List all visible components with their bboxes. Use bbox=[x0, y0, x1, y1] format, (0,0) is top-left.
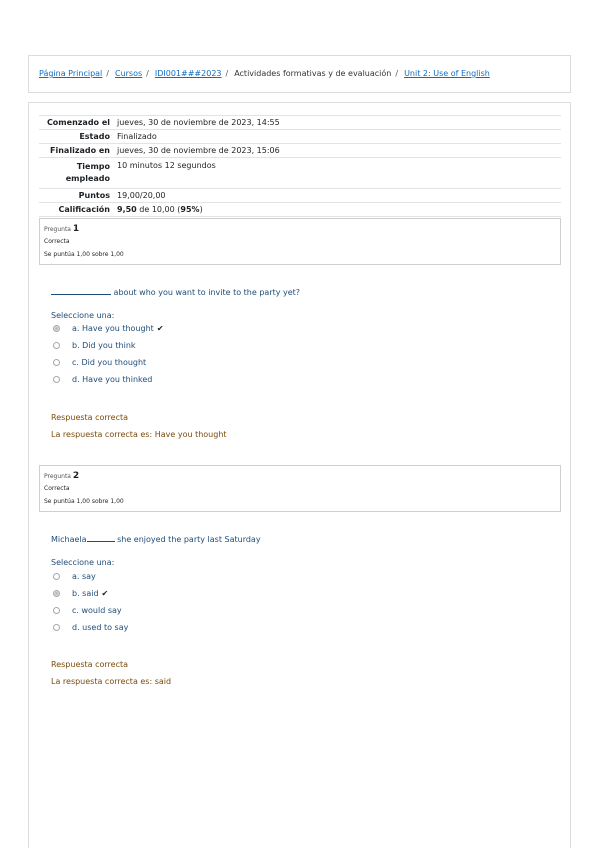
feedback-title: Respuesta correcta bbox=[51, 660, 129, 669]
breadcrumb-card bbox=[28, 55, 571, 93]
answer-blank bbox=[51, 287, 111, 295]
question-text bbox=[51, 534, 261, 544]
question-text-after: about who you want to invite to the party yet? bbox=[113, 288, 301, 297]
summary-label: Finalizado en bbox=[39, 144, 117, 158]
breadcrumb-separator: / bbox=[395, 69, 399, 78]
breadcrumb-separator: / bbox=[225, 69, 229, 78]
radio-icon[interactable] bbox=[53, 359, 60, 366]
answer-option[interactable] bbox=[53, 341, 136, 350]
question-info-box bbox=[39, 465, 561, 512]
grade-end: ) bbox=[199, 205, 203, 214]
grade-mid: de 10,00 ( bbox=[136, 205, 181, 214]
radio-icon[interactable] bbox=[53, 573, 60, 580]
quiz-review-card bbox=[28, 102, 571, 848]
attempt-summary-table bbox=[39, 115, 561, 217]
check-icon: ✔ bbox=[156, 324, 164, 333]
answer-option[interactable] bbox=[53, 572, 96, 581]
option-label: b. said bbox=[72, 589, 99, 598]
option-label: d. used to say bbox=[72, 623, 129, 632]
summary-row bbox=[39, 158, 561, 189]
summary-label: Calificación bbox=[39, 203, 117, 217]
radio-icon[interactable] bbox=[53, 624, 60, 631]
breadcrumb-home-link[interactable]: Página Principal bbox=[39, 69, 103, 78]
grade-score: 9,50 bbox=[117, 205, 137, 214]
summary-value: jueves, 30 de noviembre de 2023, 15:06 bbox=[117, 144, 561, 158]
summary-row bbox=[39, 189, 561, 203]
radio-icon[interactable] bbox=[53, 607, 60, 614]
option-label: b. Did you think bbox=[72, 341, 136, 350]
summary-value: Finalizado bbox=[117, 130, 561, 144]
option-label: a. say bbox=[72, 572, 96, 581]
radio-icon[interactable] bbox=[53, 590, 60, 597]
summary-row bbox=[39, 116, 561, 130]
answer-option[interactable] bbox=[53, 623, 128, 632]
radio-icon[interactable] bbox=[53, 325, 60, 332]
breadcrumb-courses-link[interactable]: Cursos bbox=[114, 69, 143, 78]
breadcrumb-separator: / bbox=[146, 69, 149, 78]
summary-label: Tiempo empleado bbox=[39, 158, 117, 189]
feedback-answer: La respuesta correcta es: Have you thought bbox=[51, 430, 227, 439]
question-grade: Se puntúa 1,00 sobre 1,00 bbox=[44, 251, 124, 258]
select-prompt: Seleccione una: bbox=[51, 311, 115, 320]
option-label: a. Have you thought bbox=[72, 324, 154, 333]
summary-value: jueves, 30 de noviembre de 2023, 14:55 bbox=[117, 116, 561, 130]
grade-percent: 95% bbox=[180, 205, 200, 214]
answer-blank bbox=[87, 534, 115, 542]
summary-row bbox=[39, 130, 561, 144]
select-prompt: Seleccione una: bbox=[51, 558, 115, 567]
answer-option[interactable] bbox=[53, 606, 122, 615]
feedback-title: Respuesta correcta bbox=[51, 413, 129, 422]
summary-value: 19,00/20,00 bbox=[117, 189, 561, 203]
question-number-value: 1 bbox=[72, 224, 80, 234]
question-info-box bbox=[39, 218, 561, 265]
feedback-answer: La respuesta correcta es: said bbox=[51, 677, 172, 686]
breadcrumb-course-link[interactable]: IDI001###2023 bbox=[154, 69, 222, 78]
summary-label: Estado bbox=[39, 130, 117, 144]
question-number bbox=[44, 224, 556, 234]
question-state: Correcta bbox=[44, 485, 70, 492]
summary-row bbox=[39, 144, 561, 158]
answer-option[interactable] bbox=[53, 324, 164, 333]
summary-label: Puntos bbox=[39, 189, 117, 203]
summary-value: 10 minutos 12 segundos bbox=[117, 158, 561, 189]
breadcrumb-quiz-link[interactable]: Unit 2: Use of English bbox=[404, 69, 490, 78]
option-label: c. Did you thought bbox=[72, 358, 147, 367]
question-label: Pregunta bbox=[44, 226, 71, 233]
radio-icon[interactable] bbox=[53, 342, 60, 349]
question-number bbox=[44, 471, 556, 481]
answer-option[interactable] bbox=[53, 375, 152, 384]
answer-option[interactable] bbox=[53, 589, 108, 598]
question-text-after: she enjoyed the party last Saturday bbox=[117, 535, 261, 544]
breadcrumb bbox=[39, 69, 490, 78]
summary-row bbox=[39, 203, 561, 217]
question-text bbox=[51, 287, 300, 297]
question-state: Correcta bbox=[44, 238, 70, 245]
question-number-value: 2 bbox=[72, 471, 80, 481]
summary-grade-value bbox=[117, 203, 561, 217]
question-text-before: Michaela bbox=[51, 535, 87, 544]
question-grade: Se puntúa 1,00 sobre 1,00 bbox=[44, 498, 124, 505]
option-label: d. Have you thinked bbox=[72, 375, 153, 384]
answer-option[interactable] bbox=[53, 358, 146, 367]
breadcrumb-separator: / bbox=[106, 69, 109, 78]
radio-icon[interactable] bbox=[53, 376, 60, 383]
check-icon: ✔ bbox=[101, 589, 109, 598]
summary-label: Comenzado el bbox=[39, 116, 117, 130]
question-label: Pregunta bbox=[44, 473, 71, 480]
breadcrumb-section: Actividades formativas y de evaluación bbox=[234, 69, 392, 78]
option-label: c. would say bbox=[72, 606, 122, 615]
